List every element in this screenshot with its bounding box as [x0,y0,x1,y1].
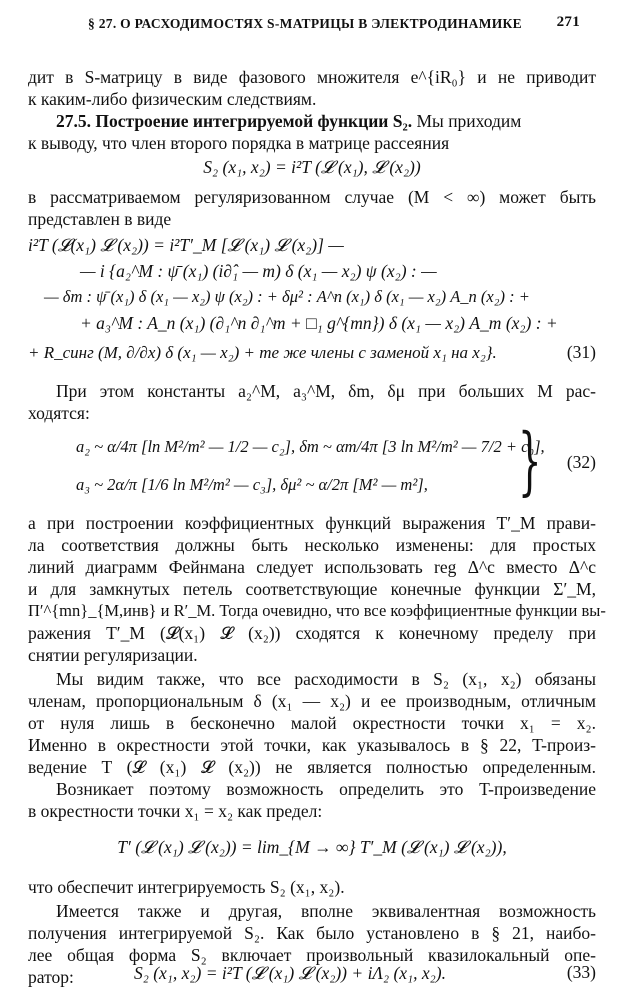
text-line: Возникает поэтому возможность определить это T-произведение [56,779,596,799]
equation-32-line: a₃ ~ 2α/π [1/6 ln M²/m² — c₃], δμ² ~ α/2π [M² — m²], [76,475,428,494]
text-line: получения интегрируемой S₂. Как было установлено в § 21, наибо- [28,923,596,943]
equation-s2: S₂ (x₁, x₂) = i²T (𝓛 (x₁), 𝓛 (x₂)) [203,157,421,177]
equation-number: (31) [566,342,596,362]
text-line: к выводу, что член второго порядка в матрице рассеяния [28,133,450,153]
text-line: в окрестности точки x₁ = x₂ как предел: [28,801,323,821]
text-line: линий диаграмм Фейнмана следует использовать reg Δ^c вместо Δ^c [28,557,596,577]
text-line: При этом константы a₂^M, a₃^M, δm, δμ при больших M рас- [56,381,596,401]
text-line: от нуля лишь в бесконечно малой окрестности точки x₁ = x₂. [28,713,596,733]
right-brace: } [518,418,542,504]
text-line: Именно в окрестности этой точки, как указывалось в § 22, T-произ- [28,735,596,755]
text-span: Мы приходим [412,111,522,131]
equation-32-line: a₂ ~ α/4π [ln M²/m² — 1/2 — c₂], δm ~ αm/4π [3 ln M²/m² — 7/2 + c₀], [76,437,545,456]
text-line: дит в S-матрицу в виде фазового множителя e^{iR₀} и не приводит [28,67,596,87]
text-line: ведение T (𝓛 (x₁) 𝓛 (x₂)) не является полностью определенным. [28,757,596,777]
equation-number: (32) [566,452,596,472]
equation-31-line: i²T (𝓛(x₁) 𝓛 (x₂)) = i²T′_M [𝓛 (x₁) 𝓛 (x₂)] — [28,235,344,255]
text-line: Π′^{mn}_{M,инв} и R′_M. Тогда очевидно, что все коэффициентные функции вы- [28,601,606,620]
section-heading: 27.5. Построение интегрируемой функции S₂. [56,111,413,131]
text-line: лее общая форма S₂ включает произвольный квазилокальный опе- [28,945,596,965]
text-line: ражения T′_M (𝓛(x₁) 𝓛 (x₂)) сходятся к конечному пределу при [28,623,596,643]
equation-31-line: — i {a₂^M : ψ̄ (x₁) (i∂̂₁ — m) δ (x₁ — x₂) ψ (x₂) : — [80,261,437,281]
text-line: в рассматриваемом регуляризованном случае (M < ∞) может быть [28,187,596,207]
text-line: и для замкнутых петель соответствующие конечные функции Σ′_M, [28,579,596,599]
running-header [60,14,580,36]
text-line: что обеспечит интегрируемость S₂ (x₁, x₂). [28,877,345,897]
text-line: Имеется также и другая, вполне эквивалентная возможность [56,901,596,921]
text-line: членам, пропорциональным δ (x₁ — x₂) и ее производным, отличным [28,691,596,711]
text-line: к каким-либо физическим следствиям. [28,89,317,109]
equation-number: (33) [566,962,596,982]
equation-33: S₂ (x₁, x₂) = i²T (𝓛 (x₁) 𝓛 (x₂)) + iΛ₂ (x₁, x₂). [134,963,446,983]
equation-31-line: + R_синг (M, ∂/∂x) δ (x₁ — x₂) + те же члены с заменой x₁ на x₂}. [28,343,497,362]
header-title: § 27. О РАСХОДИМОСТЯХ S-МАТРИЦЫ В ЭЛЕКТРОДИНАМИКЕ [88,16,522,31]
text-line: снятии регуляризации. [28,645,198,665]
text-line: Мы видим также, что все расходимости в S₂ (x₁, x₂) обязаны [56,669,596,689]
equation-31-line: — δm : ψ̄ (x₁) δ (x₁ — x₂) ψ (x₂) : + δμ² : A^n (x₁) δ (x₁ — x₂) A_n (x₂) : + [44,287,530,306]
text-line: представлен в виде [28,209,172,229]
text-line: ратор: [28,967,74,987]
text-line: а при построении коэффициентных функций выражения T′_M прави- [28,513,596,533]
text-line: ла соответствия должны быть несколько изменены: для простых [28,535,596,555]
section-heading-line [56,110,596,132]
equation-limit: T′ (𝓛 (x₁) 𝓛 (x₂)) = lim_{M → ∞} T′_M (𝓛 (x₁) 𝓛 (x₂)), [117,837,507,857]
page-number: 271 [556,14,580,30]
text-line: ходятся: [28,403,90,423]
equation-31-line: + a₃^M : A_n (x₁) (∂₁^n ∂₁^m + □₁ g^{mn}) δ (x₁ — x₂) A_m (x₂) : + [80,313,558,333]
